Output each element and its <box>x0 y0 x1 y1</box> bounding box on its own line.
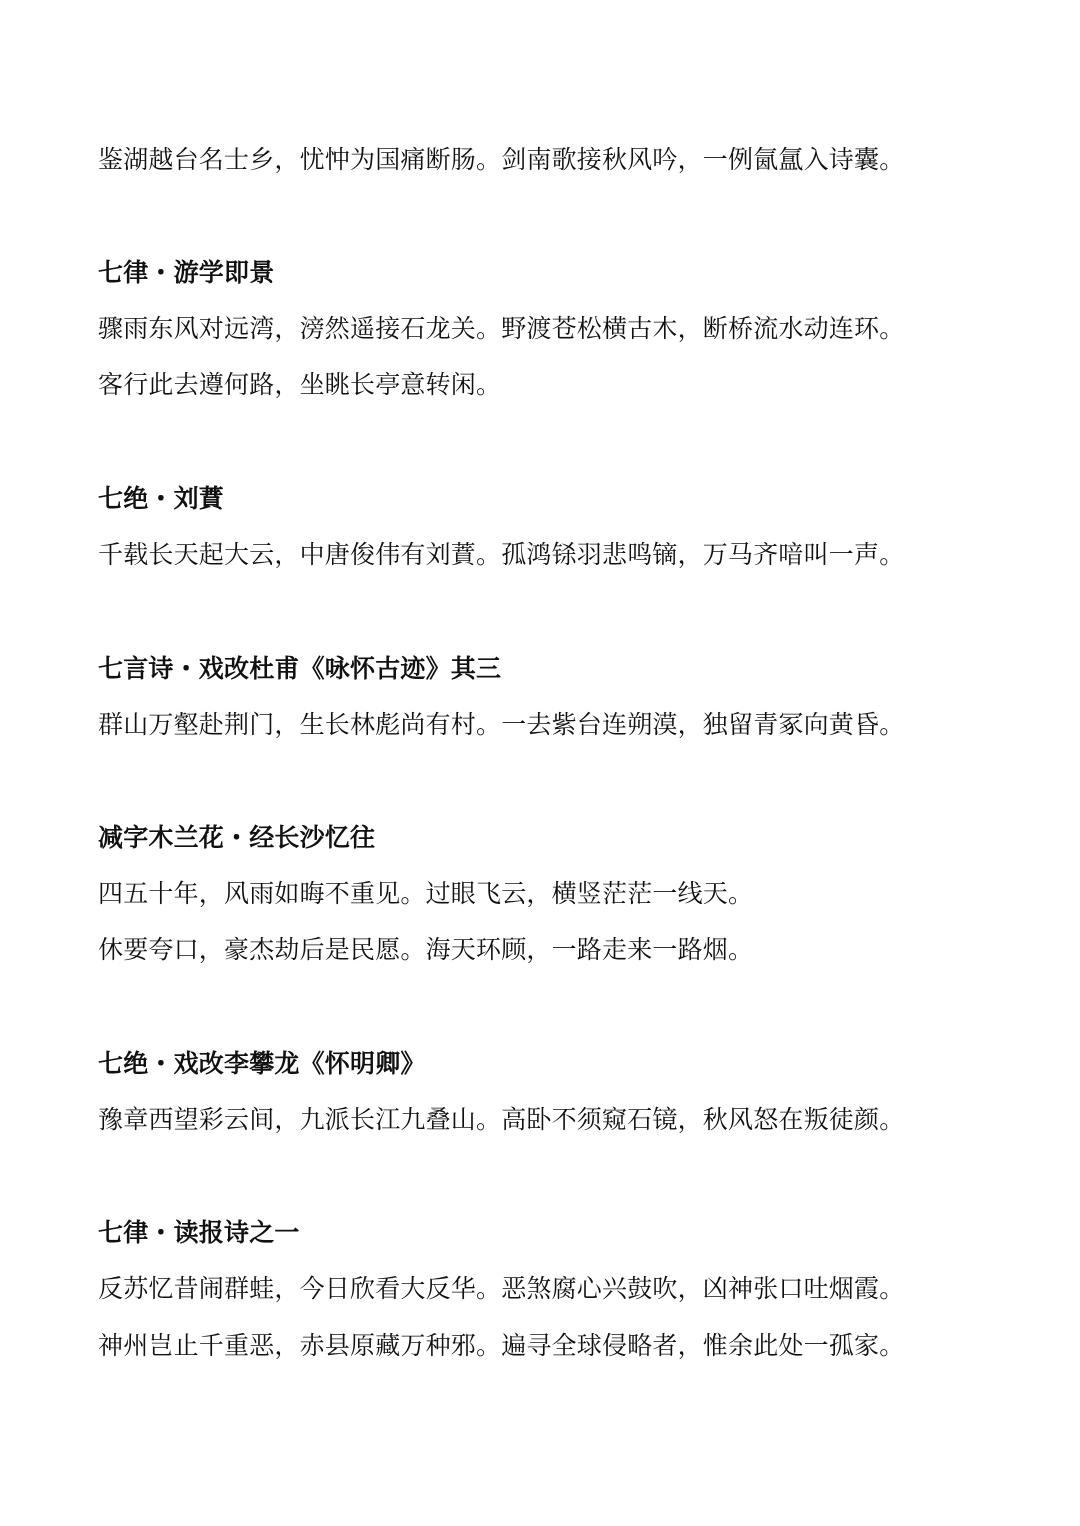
poem-title: 七律・游学即景 <box>98 258 275 287</box>
poem-line: 豫章西望彩云间，九派长江九叠山。高卧不须窥石镜，秋风怒在叛徒颜。 <box>98 1105 905 1134</box>
poem-line: 客行此去遵何路，坐眺长亭意转闲。 <box>98 370 502 399</box>
poem-line: 休要夸口，豪杰劫后是民愿。海天环顾，一路走来一路烟。 <box>98 935 754 964</box>
poem-line: 骤雨东风对远湾，滂然遥接石龙关。野渡苍松横古木，断桥流水动连环。 <box>98 314 905 343</box>
poem-title: 七绝・戏改李攀龙《怀明卿》 <box>98 1049 426 1078</box>
poem-line: 神州岂止千重恶，赤县原藏万种邪。遍寻全球侵略者，惟余此处一孤家。 <box>98 1331 905 1360</box>
poem-title: 七言诗・戏改杜甫《咏怀古迹》其三 <box>98 654 502 683</box>
poem-title: 七绝・刘蕡 <box>98 484 225 513</box>
poem-title: 七律・读报诗之一 <box>98 1218 300 1247</box>
poem-line: 群山万壑赴荆门，生长林彪尚有村。一去紫台连朔漠，独留青冢向黄昏。 <box>98 710 905 739</box>
poem-line: 反苏忆昔闹群蛙，今日欣看大反华。恶煞腐心兴鼓吹，凶神张口吐烟霞。 <box>98 1274 905 1303</box>
poem-line: 四五十年，风雨如晦不重见。过眼飞云，横竖茫茫一线天。 <box>98 879 754 908</box>
poem-line: 千载长天起大云，中唐俊伟有刘蕡。孤鸿铩羽悲鸣镝，万马齐喑叫一声。 <box>98 540 905 569</box>
poem-title: 减字木兰花・经长沙忆往 <box>98 823 376 852</box>
intro-line: 鉴湖越台名士乡，忧忡为国痛断肠。剑南歌接秋风吟，一例氤氲入诗囊。 <box>98 145 905 174</box>
